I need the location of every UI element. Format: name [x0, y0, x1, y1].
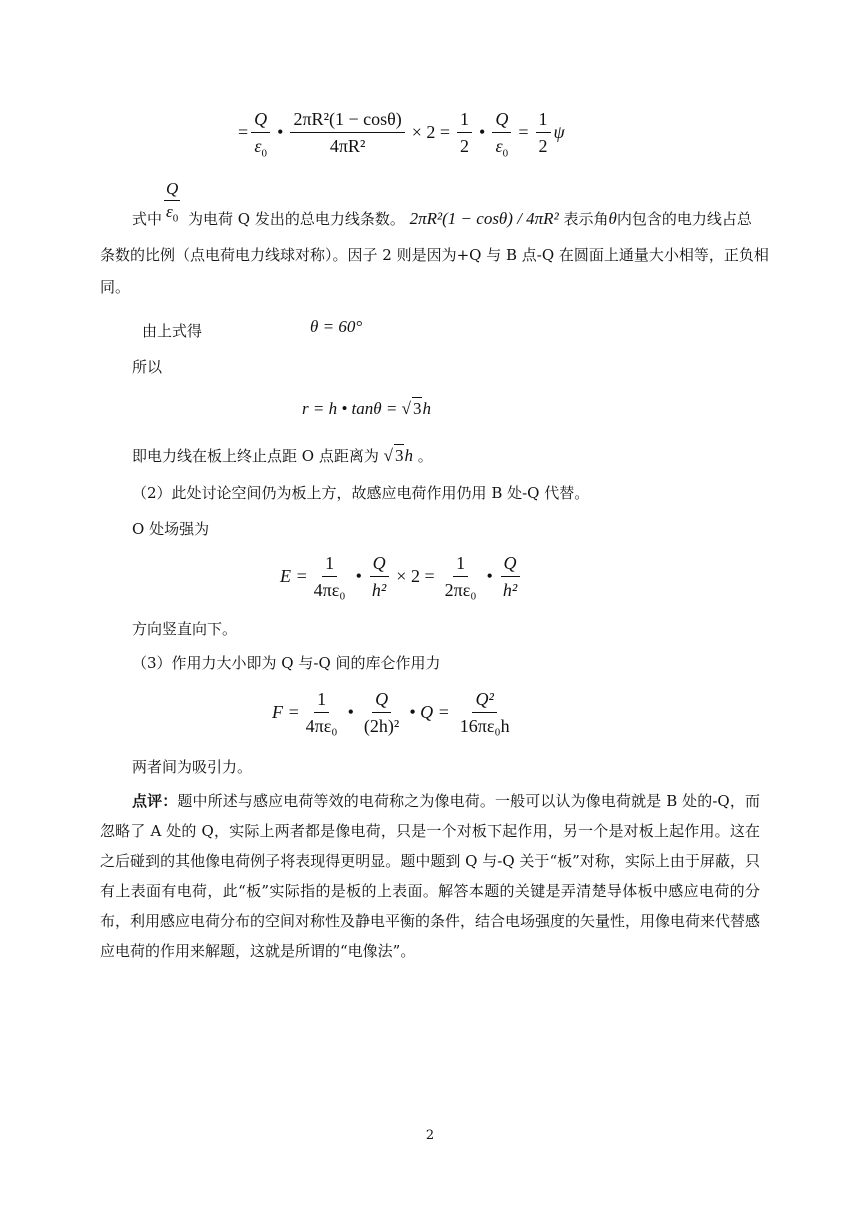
result-line: 即电力线在板上终止点距 O 点距离为 √ 3h 。: [132, 446, 433, 465]
page-number: 2: [425, 1128, 435, 1143]
para1-line2: 条数的比例（点电荷电力线球对称）。因子 2 则是因为+Q 与 B 点-Q 在圆面上通量大小相等，正负相: [100, 246, 769, 264]
para1-frac: $\frac{Q}{\varepsilon_0}$: [166, 179, 179, 225]
field-label: O 处场强为: [132, 520, 210, 538]
eq1-frac-q-eps: $\frac{Q}{\varepsilon_0}$: [251, 108, 270, 157]
comment-paragraph: [100, 786, 760, 966]
attract-line: 两者间为吸引力。: [132, 758, 253, 776]
equation-F: F = $\frac{1}{\text{4πε₀}}$ • $\frac{Q}{\text{(2h)²}}$ • Q = $\frac{\text{Q²}}{\text{16πε₀h}}$: [272, 689, 510, 736]
comment-text: 题中所述与感应电荷等效的电荷称之为像电荷。一般可以认为像电荷就是 B 处的-Q，而忽略了 A 处的 Q，实际上两者都是像电荷，只是一个对板下起作用，另一个是对板上起作用。这在之后碰到的其他像电荷例子将表现得更明显。题中题到 Q 与-Q 关于“板”对称，实际上由于屏蔽，只有上表面有电荷，此“板”实际指的是板的上表面。解答本题的关键是弄清楚导体板中感应电荷的分布，利用感应电荷分布的空间对称性及静电平衡的条件，结合电场强度的矢量性，用像电荷来代替感应电荷的作用来解题，这就是所谓的“电像法”。: [100, 792, 761, 960]
equation-r: r = h • tanθ = √ 3h: [302, 399, 431, 418]
eq1-frac-ratio: $\frac{\text{2πR²(1 − cosθ)}}{\text{4πR²}}$: [290, 108, 404, 157]
equation-theta: θ = 60°: [310, 317, 363, 336]
equation-E: E = $\frac{1}{\text{4πε₀}}$ • $\frac{Q}{\text{h²}}$ × 2 = $\frac{1}{\text{2πε₀}}$ • $\frac{Q}{\text{h²}}$: [280, 552, 523, 601]
part3-line: （3）作用力大小即为 Q 与-Q 间的库仑作用力: [132, 654, 441, 672]
para1-line3: 同。: [100, 278, 131, 296]
eq1-frac-q-eps-2: $\frac{Q}{\varepsilon_0}$: [492, 108, 511, 157]
eq1-frac-half-2: $\frac{1}{2}$: [536, 108, 551, 157]
so-label: 所以: [132, 358, 163, 376]
eq1-frac-half: $\frac{1}{2}$: [457, 108, 472, 157]
equation-flux: = $\frac{Q}{\varepsilon_0}$ • $\frac{\text{2πR²(1 − cosθ)}}{\text{4πR²}}$ × 2 = $\frac{1}{2}$ • $\frac{Q}{\varepsilon_0}$ = $\frac{1}{2}$ ψ: [238, 109, 565, 160]
direction-line: 方向竖直向下。: [132, 620, 238, 638]
part2-line: （2）此处讨论空间仍为板上方，故感应电荷作用仍用 B 处-Q 代替。: [132, 484, 590, 502]
derive-label: 由上式得: [142, 322, 203, 340]
para1-line1: 式中 为电荷 Q 发出的总电力线条数。 2πR²(1 − cosθ) / 4πR² 表示角θ内包含的电力线占总: [132, 209, 752, 228]
eq1-equals: =: [238, 122, 249, 142]
comment-label: 点评：: [132, 792, 178, 810]
